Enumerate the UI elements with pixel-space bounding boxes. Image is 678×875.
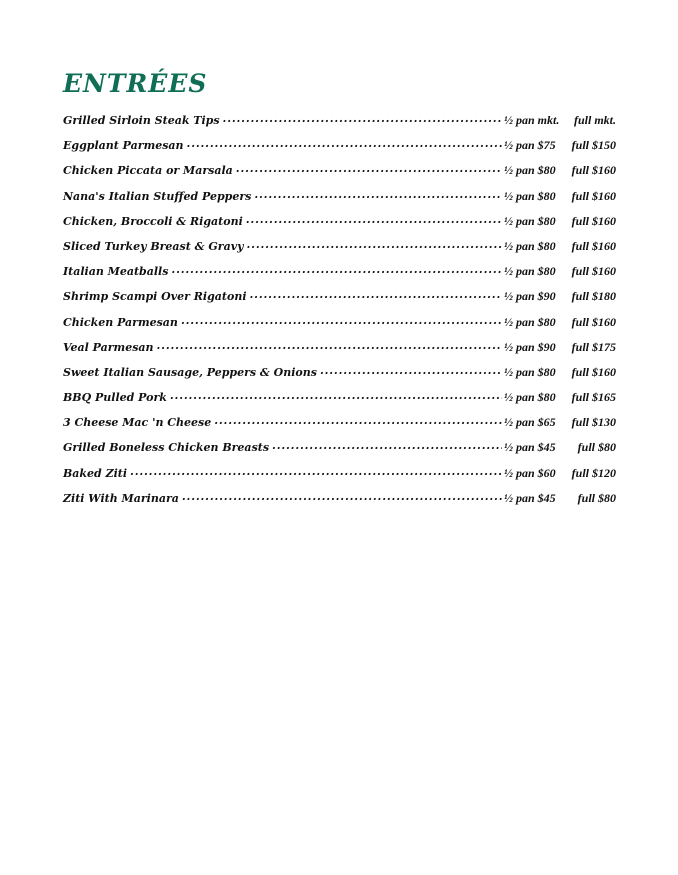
menu-item <box>63 158 616 183</box>
item-name: Veal Parmesan <box>63 340 154 354</box>
menu-item <box>63 360 616 385</box>
full-pan-price: full $160 <box>571 364 616 379</box>
half-pan-price: ½ pan $90 <box>504 289 556 304</box>
menu-item <box>63 234 616 259</box>
dot-leader <box>182 491 502 502</box>
item-name: Eggplant Parmesan <box>63 139 184 153</box>
menu-item <box>63 310 616 335</box>
item-name: Chicken, Broccoli & Rigatoni <box>63 214 243 228</box>
half-pan-price: ½ pan $60 <box>504 465 556 480</box>
section-title: ENTRÉES <box>63 69 208 98</box>
dot-leader <box>214 415 502 426</box>
dot-leader <box>187 138 502 149</box>
full-pan-price: full $160 <box>571 188 616 203</box>
half-pan-price: ½ pan $80 <box>504 390 556 405</box>
half-pan-price: ½ pan $45 <box>504 490 556 505</box>
dot-leader <box>272 440 502 451</box>
menu-page <box>63 66 616 505</box>
full-pan-price: full $150 <box>571 138 616 153</box>
half-pan-price: ½ pan $80 <box>504 314 556 329</box>
dot-leader <box>320 365 502 376</box>
half-pan-price: ½ pan $75 <box>504 138 556 153</box>
dot-leader <box>181 315 502 326</box>
full-pan-price: full $120 <box>571 465 616 480</box>
full-pan-price: full mkt. <box>573 113 616 127</box>
dot-leader <box>223 113 502 124</box>
menu-item <box>63 486 616 511</box>
item-name: Sliced Turkey Breast & Gravy <box>63 239 244 253</box>
item-name: Chicken Piccata or Marsala <box>63 164 233 178</box>
item-name: BBQ Pulled Pork <box>63 391 167 405</box>
item-name: 3 Cheese Mac 'n Cheese <box>63 416 212 430</box>
item-name: Italian Meatballs <box>63 265 169 279</box>
menu-item <box>63 461 616 486</box>
full-pan-price: full $80 <box>577 490 616 505</box>
half-pan-price: ½ pan $90 <box>504 339 556 354</box>
menu-item <box>63 410 616 435</box>
menu-item <box>63 133 616 158</box>
half-pan-price: ½ pan mkt. <box>504 113 560 127</box>
dot-leader <box>247 239 502 250</box>
item-name: Shrimp Scampi Over Rigatoni <box>63 290 247 304</box>
half-pan-price: ½ pan $80 <box>504 364 556 379</box>
dot-leader <box>254 189 502 200</box>
menu-item <box>63 108 616 133</box>
dot-leader <box>236 163 502 174</box>
menu-item <box>63 184 616 209</box>
menu-list <box>63 108 616 511</box>
half-pan-price: ½ pan $80 <box>504 188 556 203</box>
dot-leader <box>250 289 502 300</box>
half-pan-price: ½ pan $65 <box>504 415 556 430</box>
menu-item <box>63 259 616 284</box>
full-pan-price: full $160 <box>571 264 616 279</box>
item-name: Sweet Italian Sausage, Peppers & Onions <box>63 365 317 379</box>
item-name: Chicken Parmesan <box>63 315 178 329</box>
menu-item <box>63 435 616 460</box>
dot-leader <box>130 466 502 477</box>
full-pan-price: full $160 <box>571 163 616 178</box>
half-pan-price: ½ pan $80 <box>504 163 556 178</box>
full-pan-price: full $80 <box>577 440 616 455</box>
item-name: Nana's Italian Stuffed Peppers <box>63 189 252 203</box>
menu-item <box>63 284 616 309</box>
menu-item <box>63 335 616 360</box>
half-pan-price: ½ pan $80 <box>504 213 556 228</box>
full-pan-price: full $130 <box>571 415 616 430</box>
dot-leader <box>170 390 502 401</box>
half-pan-price: ½ pan $80 <box>504 264 556 279</box>
dot-leader <box>157 340 502 351</box>
item-name: Grilled Sirloin Steak Tips <box>63 114 220 127</box>
menu-item <box>63 385 616 410</box>
full-pan-price: full $175 <box>571 339 616 354</box>
full-pan-price: full $160 <box>571 213 616 228</box>
full-pan-price: full $165 <box>571 390 616 405</box>
half-pan-price: ½ pan $45 <box>504 440 556 455</box>
item-name: Baked Ziti <box>63 466 128 480</box>
dot-leader <box>171 264 502 275</box>
item-name: Ziti With Marinara <box>63 491 179 505</box>
full-pan-price: full $160 <box>571 238 616 253</box>
full-pan-price: full $160 <box>571 314 616 329</box>
half-pan-price: ½ pan $80 <box>504 238 556 253</box>
dot-leader <box>246 214 502 225</box>
full-pan-price: full $180 <box>571 289 616 304</box>
item-name: Grilled Boneless Chicken Breasts <box>63 441 270 455</box>
menu-item <box>63 209 616 234</box>
